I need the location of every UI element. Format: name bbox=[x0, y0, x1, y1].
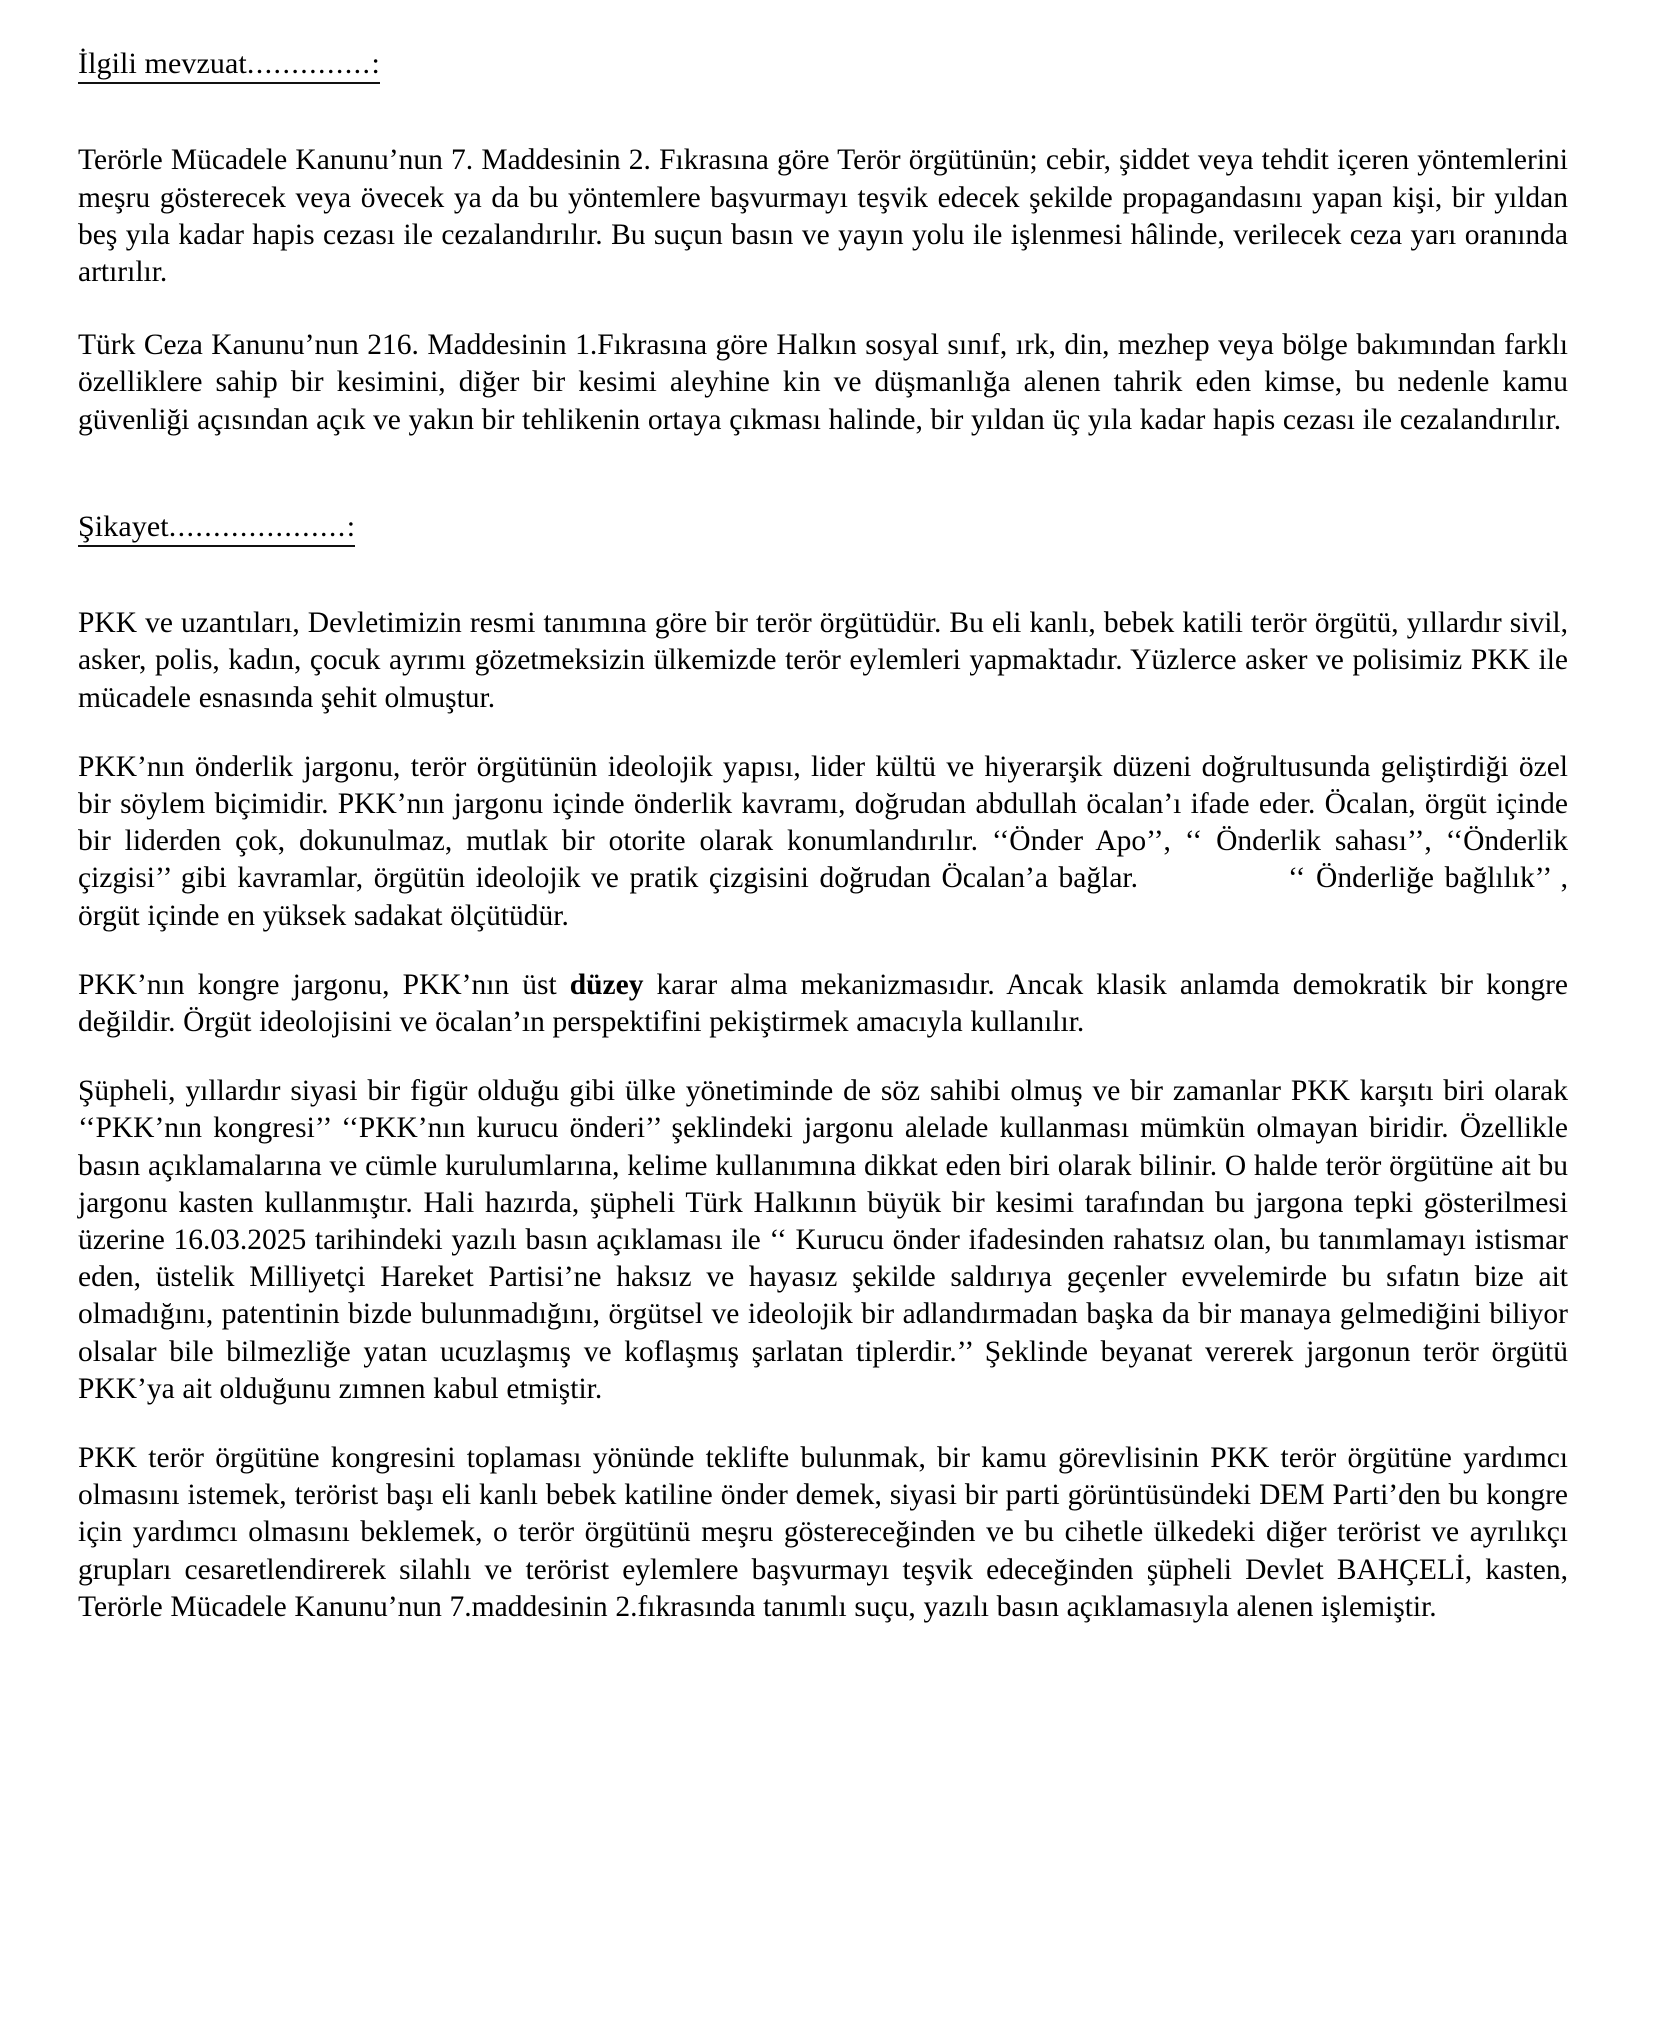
section-heading-colon: : bbox=[371, 47, 380, 80]
section-heading-ilgili-mevzuat-wrapper bbox=[78, 46, 1568, 84]
paragraph-onderlik-jargonu-part2: ‘‘ Önderliğe bağlılık’’ , örgüt içinde en yüksek sadakat ölçütüdür. bbox=[78, 862, 1568, 932]
section-heading-sikayet bbox=[78, 509, 355, 547]
paragraph-supheli-beyan: Şüpheli, yıllardır siyasi bir figür olduğu gibi ülke yönetiminde de söz sahibi olmuş ve bir zamanlar PKK karşıtı biri olarak ‘‘PKK’nın kongresi’’ ‘‘PKK’nın kurucu önderi’’ şeklindeki jargonu alelade kullanması mümkün olmayan biridir. Özellikle basın açıklamalarına ve cümle kurulumlarına, kelime kullanımına dikkat eden biri olarak bilinir. O halde terör örgütüne ait bu jargonu kasten kullanmıştır. Hali hazırda, şüpheli Türk Halkının büyük bir kesimi tarafından bu jargona tepki gösterilmesi üzerine 16.03.2025 tarihindeki yazılı basın açıklaması ile ‘‘ Kurucu önder ifadesinden rahatsız olan, bu tanımlamayı istismar eden, üstelik Milliyetçi Hareket Partisi’ne haksız ve hayasız şekilde saldırıya geçenler evvelemirde bu sıfatın bize ait olmadığını, patentinin bizde bulunmadığını, örgütsel ve ideolojik bir adlandırmadan başka da bir manaya gelmediğini biliyor olsalar bile bilmezliğe yatan ucuzlaşmış ve koflaşmış şarlatan tiplerdir.’’ Şeklinde beyanat vererek jargonun terör örgütü PKK’ya ait olduğunu zımnen kabul etmiştir. bbox=[78, 1075, 1568, 1405]
paragraph-kongre-jargonu-post: karar alma mekanizmasıdır. Ancak klasik anlamda demokratik bir kongre değildir. Örgüt ideolojisini ve öcalan’ın perspektifini pekiştirmek amacıyla kullanılır. bbox=[78, 968, 1568, 1039]
spacer bbox=[78, 439, 1568, 509]
spacer bbox=[78, 84, 1568, 142]
paragraph-onderlik-jargonu-part1: PKK’nın önderlik jargonu, terör örgütünün ideolojik yapısı, lider kültü ve hiyerarşik düzeni doğrultusunda geliştirdiği özel bir söylem biçimidir. PKK’nın jargonu içinde önderlik kavramı, doğrudan abdullah öcalan’ı ifade eder. Öcalan, örgüt içinde bir liderden çok, dokunulmaz, mutlak bir otorite olarak konumlandırılır. ‘‘Önder Apo’’, ‘‘ Önderlik sahası’’, ‘‘Önderlik çizgisi’’ gibi kavramlar, örgütün ideolojik ve pratik çizgisini doğrudan Öcalan’a bağlar. bbox=[78, 750, 1568, 895]
section-heading-sikayet-wrapper bbox=[78, 509, 1568, 547]
section-heading-dots: .............. bbox=[246, 47, 372, 80]
paragraph-tck-216-1: Türk Ceza Kanunu’nun 216. Maddesinin 1.Fıkrasına göre Halkın sosyal sınıf, ırk, din, mezhep veya bölge bakımından farklı özelliklere sahip bir kesimini, diğer bir kesimi aleyhine kin ve düşmanlığa alenen tahrik eden kimse, bu nedenle kamu güvenliği açısından açık ve yakın bir tehlikenin ortaya çıkması halinde, bir yıldan üç yıla kadar hapis cezası ile cezalandırılır. bbox=[78, 329, 1568, 436]
document-body bbox=[78, 46, 1568, 1626]
emphasis-duzey: düzey bbox=[569, 968, 644, 1001]
paragraph-sonuc-suclama: PKK terör örgütüne kongresini toplaması yönünde teklifte bulunmak, bir kamu görevlisinin PKK terör örgütüne yardımcı olmasını istemek, terörist başı eli kanlı bebek katiline önder demek, siyasi bir parti görüntüsündeki DEM Parti’den bu kongre için yardımcı olmasını beklemek, o terör örgütünü meşru göstereceğinden ve bu cihetle ülkedeki diğer terörist ve ayrılıkçı grupları cesaretlendirerek silahlı ve terörist eylemlere başvurmayı teşvik edeceğinden şüpheli Devlet BAHÇELİ, kasten, Terörle Mücadele Kanunu’nun 7.maddesinin 2.fıkrasında tanımlı suçu, yazılı basın açıklamasıyla alenen işlemiştir. bbox=[78, 1442, 1568, 1623]
spacer bbox=[78, 1041, 1568, 1073]
spacer bbox=[78, 1408, 1568, 1440]
section-heading-label: İlgili mevzuat bbox=[78, 47, 247, 80]
section-heading-colon: : bbox=[346, 509, 356, 543]
paragraph-kongre-jargonu bbox=[78, 967, 1568, 1041]
paragraph-onderlik-jargonu bbox=[78, 749, 1568, 935]
spacer bbox=[78, 547, 1568, 605]
section-heading-dots: .................... bbox=[168, 509, 347, 543]
section-heading-ilgili-mevzuat bbox=[78, 46, 380, 84]
spacer bbox=[78, 935, 1568, 967]
spacer bbox=[78, 291, 1568, 327]
spacer bbox=[78, 717, 1568, 749]
paragraph-tmk-7-2: Terörle Mücadele Kanunu’nun 7. Maddesinin 2. Fıkrasına göre Terör örgütünün; cebir, şiddet veya tehdit içeren yöntemlerini meşru gösterecek veya övecek ya da bu yöntemlere başvurmayı teşvik edecek şekilde propagandasını yapan kişi, bir yıldan beş yıla kadar hapis cezası ile cezalandırılır. Bu suçun basın ve yayın yolu ile işlenmesi hâlinde, verilecek ceza yarı oranında artırılır. bbox=[78, 144, 1568, 288]
paragraph-pkk-teror-orgutu: PKK ve uzantıları, Devletimizin resmi tanımına göre bir terör örgütüdür. Bu eli kanlı, bebek katili terör örgütü, yıllardır sivil, asker, polis, kadın, çocuk ayrımı gözetmeksizin ülkemizde terör eylemleri yapmaktadır. Yüzlerce asker ve polisimiz PKK ile mücadele esnasında şehit olmuştur. bbox=[78, 607, 1568, 714]
section-heading-label: Şikayet bbox=[78, 509, 169, 543]
paragraph-kongre-jargonu-pre: PKK’nın kongre jargonu, PKK’nın üst bbox=[78, 968, 570, 1001]
